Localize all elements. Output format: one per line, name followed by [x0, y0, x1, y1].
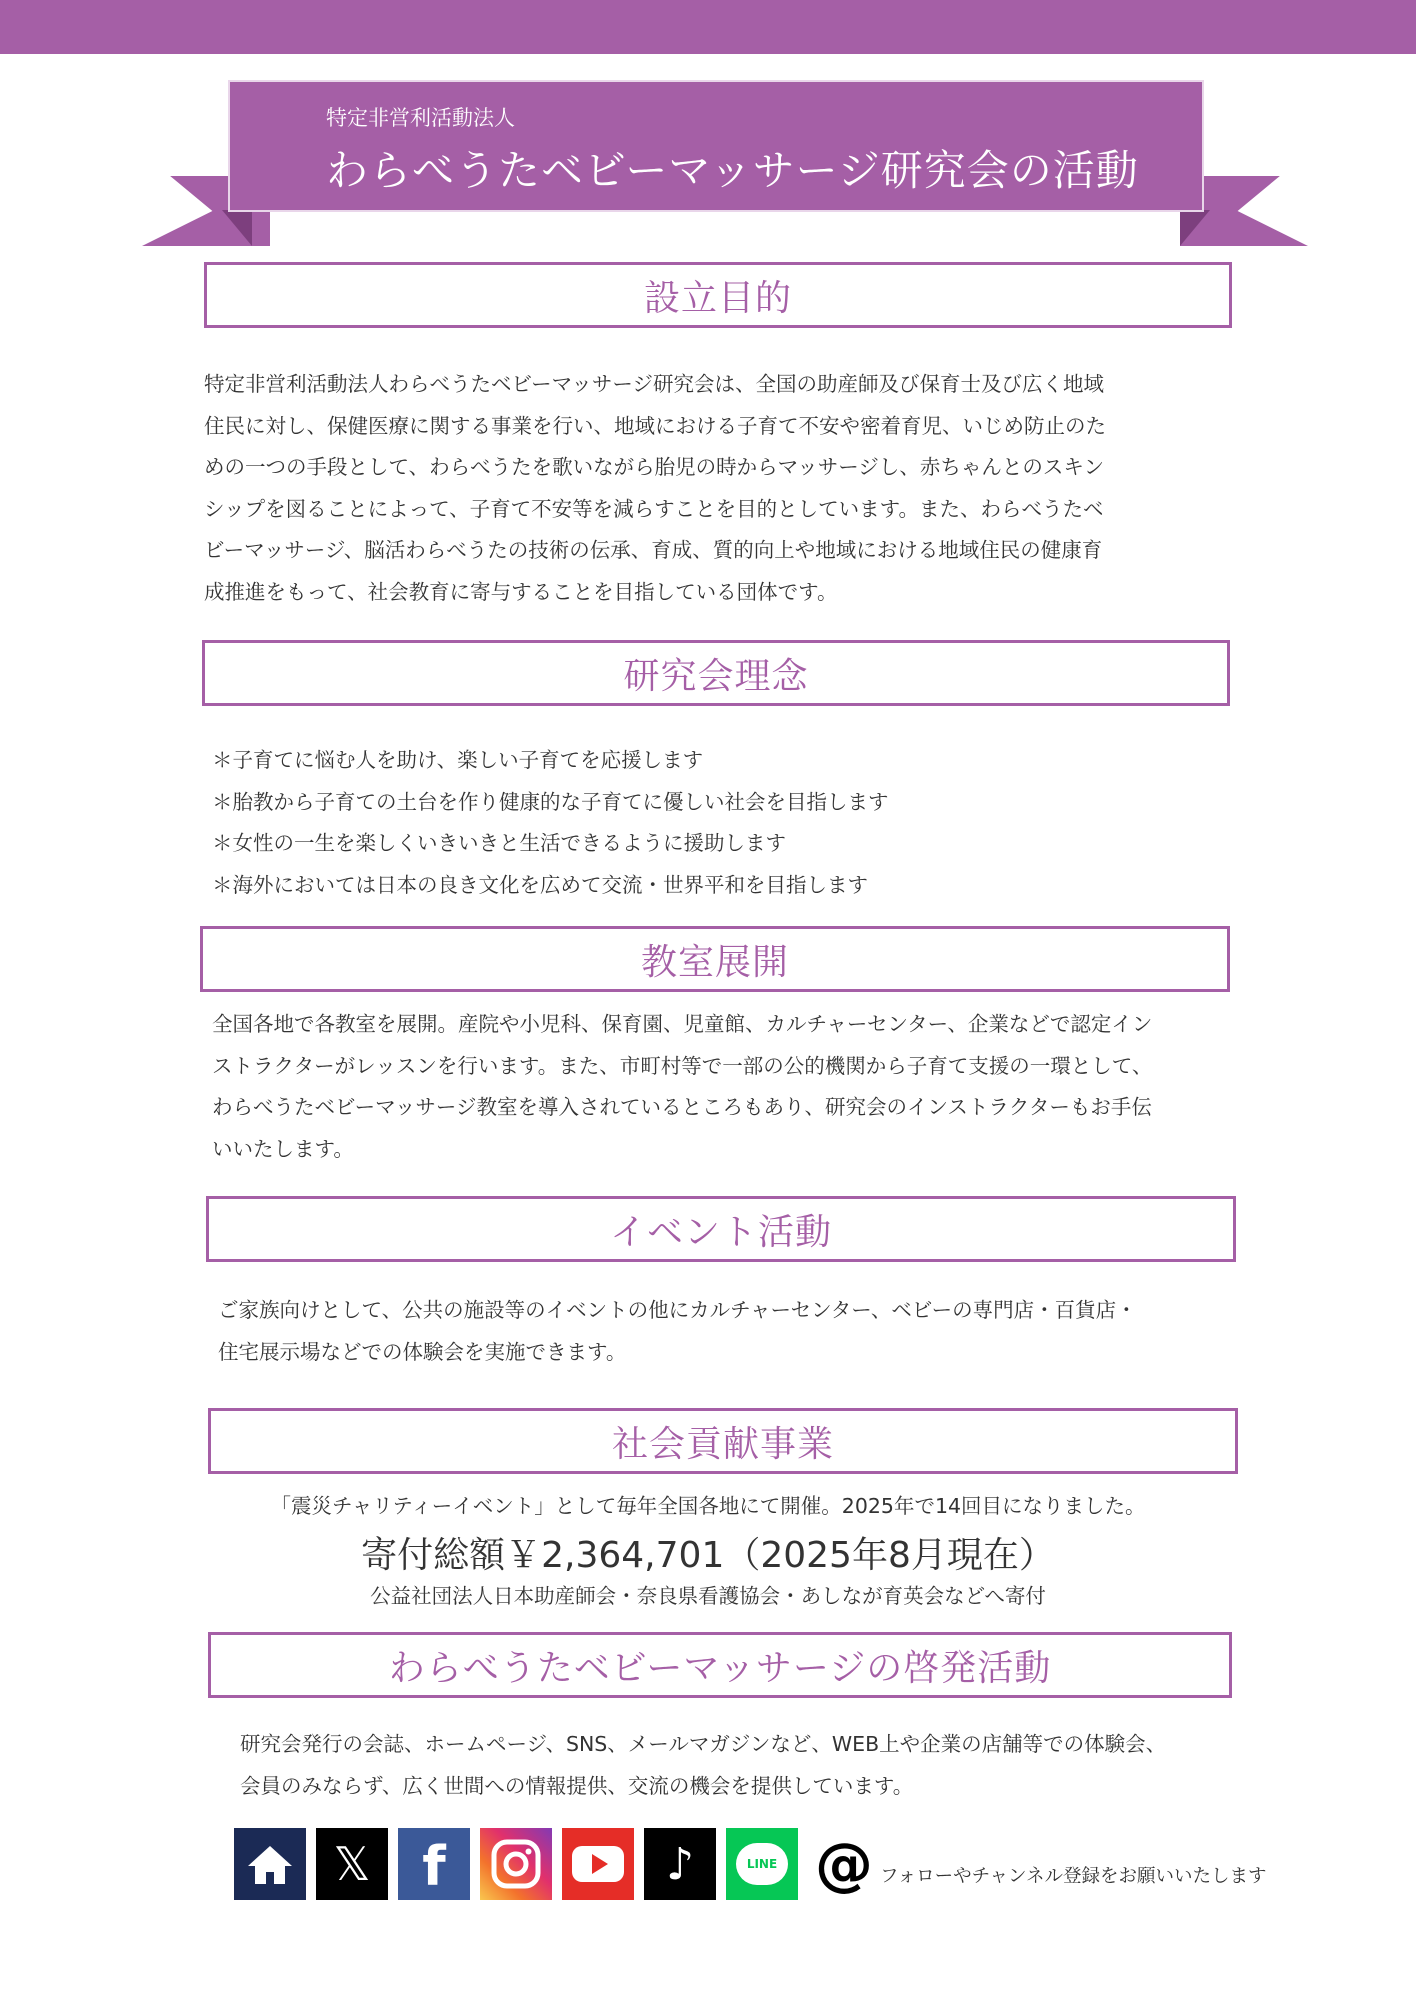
home-icon[interactable] — [234, 1828, 306, 1900]
social-heading-text: 社会貢献事業 — [611, 1423, 834, 1465]
classes-line: 全国各地で各教室を展開。産院や小児科、保育園、児童館、カルチャーセンター、企業などで認定イン — [212, 1012, 1153, 1036]
tiktok-icon[interactable] — [644, 1828, 716, 1900]
outreach-heading-text: わらべうたベビーマッサージの啓発活動 — [388, 1647, 1052, 1689]
purpose-line: 特定非営利活動法人わらべうたベビーマッサージ研究会は、全国の助産師及び保育士及び広く地域 — [204, 372, 1104, 396]
philosophy-item: ＊子育てに悩む人を助け、楽しい子育てを応援します — [212, 748, 704, 772]
instagram-icon-glyph — [490, 1838, 542, 1890]
header-ribbon — [228, 80, 1204, 212]
events-line: ご家族向けとして、公共の施設等のイベントの他にカルチャーセンター、ベビーの専門店・百貨店・ — [218, 1298, 1137, 1322]
follow-text: フォローやチャンネル登録をお願いいたします — [880, 1866, 1267, 1887]
purpose-line: ビーマッサージ、脳活わらべうたの技術の伝承、育成、質的向上や地域における地域住民の健康育 — [204, 538, 1103, 562]
purpose-line: シップを図ることによって、子育て不安等を減らすことを目的としています。また、わらべうたベ — [204, 496, 1104, 521]
donation-recipients: 公益社団法人日本助産師会・奈良県看護協会・あしなが育英会などへ寄付 — [370, 1584, 1046, 1608]
outreach-paragraph — [240, 1724, 1166, 1807]
purpose-line: 成推進をもって、社会教育に寄与することを目指している団体です。 — [204, 579, 838, 604]
section-heading-events — [206, 1196, 1236, 1262]
tiktok-icon-glyph: ♪ — [665, 1838, 695, 1890]
section-heading-philosophy — [202, 640, 1230, 706]
line-icon-glyph: LINE — [746, 1857, 778, 1871]
outreach-line: 研究会発行の会誌、ホームページ、SNS、メールマガジンなど、WEB上や企業の店舗等での体験会、 — [240, 1732, 1167, 1756]
events-paragraph — [218, 1290, 1137, 1373]
threads-icon-glyph: @ — [815, 1830, 873, 1898]
events-line: 住宅展示場などでの体験会を実施できます。 — [218, 1339, 627, 1364]
classes-paragraph — [212, 1004, 1152, 1170]
donation-total: 寄付総額￥2,364,701（2025年8月現在） — [361, 1535, 1055, 1576]
youtube-icon-glyph — [570, 1844, 626, 1884]
purpose-paragraph — [204, 364, 1106, 613]
top-color-bar — [0, 0, 1416, 54]
x-icon-glyph: 𝕏 — [333, 1837, 371, 1891]
threads-icon[interactable] — [808, 1828, 880, 1900]
purpose-heading-text: 設立目的 — [643, 277, 792, 319]
outreach-line: 会員のみならず、広く世間への情報提供、交流の機会を提供しています。 — [240, 1773, 914, 1798]
classes-line: ストラクターがレッスンを行います。また、市町村等で一部の公的機関から子育て支援の一環として、 — [212, 1053, 1153, 1078]
purpose-line: めの一つの手段として、わらべうたを歌いながら胎児の時からマッサージし、赤ちゃんとのスキン — [204, 455, 1105, 479]
home-icon-glyph — [246, 1842, 294, 1886]
facebook-icon[interactable] — [398, 1828, 470, 1900]
facebook-icon-glyph: f — [422, 1835, 446, 1898]
philosophy-heading-text: 研究会理念 — [623, 655, 809, 697]
charity-intro: 「震災チャリティーイベント」として毎年全国各地にて開催。2025年で14回目になりました。 — [270, 1494, 1146, 1518]
social-icons — [234, 1828, 880, 1902]
philosophy-list — [212, 740, 889, 906]
philosophy-item: ＊女性の一生を楽しくいきいきと生活できるように援助します — [212, 831, 786, 855]
x-icon[interactable] — [316, 1828, 388, 1900]
philosophy-item: ＊海外においては日本の良き文化を広めて交流・世界平和を目指します — [212, 872, 868, 897]
classes-line: わらべうたベビーマッサージ教室を導入されているところもあり、研究会のインストラクターもお手伝 — [212, 1095, 1152, 1119]
header-subtitle: 特定非営利活動法人 — [326, 106, 515, 130]
line-bubble — [736, 1843, 788, 1885]
events-heading-text: イベント活動 — [609, 1211, 832, 1253]
section-heading-classes — [200, 926, 1230, 992]
section-heading-social — [208, 1408, 1238, 1474]
philosophy-item: ＊胎教から子育ての土台を作り健康的な子育てに優しい社会を目指します — [212, 789, 889, 814]
instagram-icon[interactable] — [480, 1828, 552, 1900]
page-title: わらべうたベビーマッサージ研究会の活動 — [326, 146, 1139, 195]
section-heading-purpose — [204, 262, 1232, 328]
classes-line: いいたします。 — [212, 1136, 354, 1161]
section-heading-outreach — [208, 1632, 1232, 1698]
classes-heading-text: 教室展開 — [640, 941, 789, 983]
line-icon[interactable] — [726, 1828, 798, 1900]
youtube-icon[interactable] — [562, 1828, 634, 1900]
purpose-line: 住民に対し、保健医療に関する事業を行い、地域における子育て不安や密着育児、いじめ防止のた — [204, 413, 1106, 438]
